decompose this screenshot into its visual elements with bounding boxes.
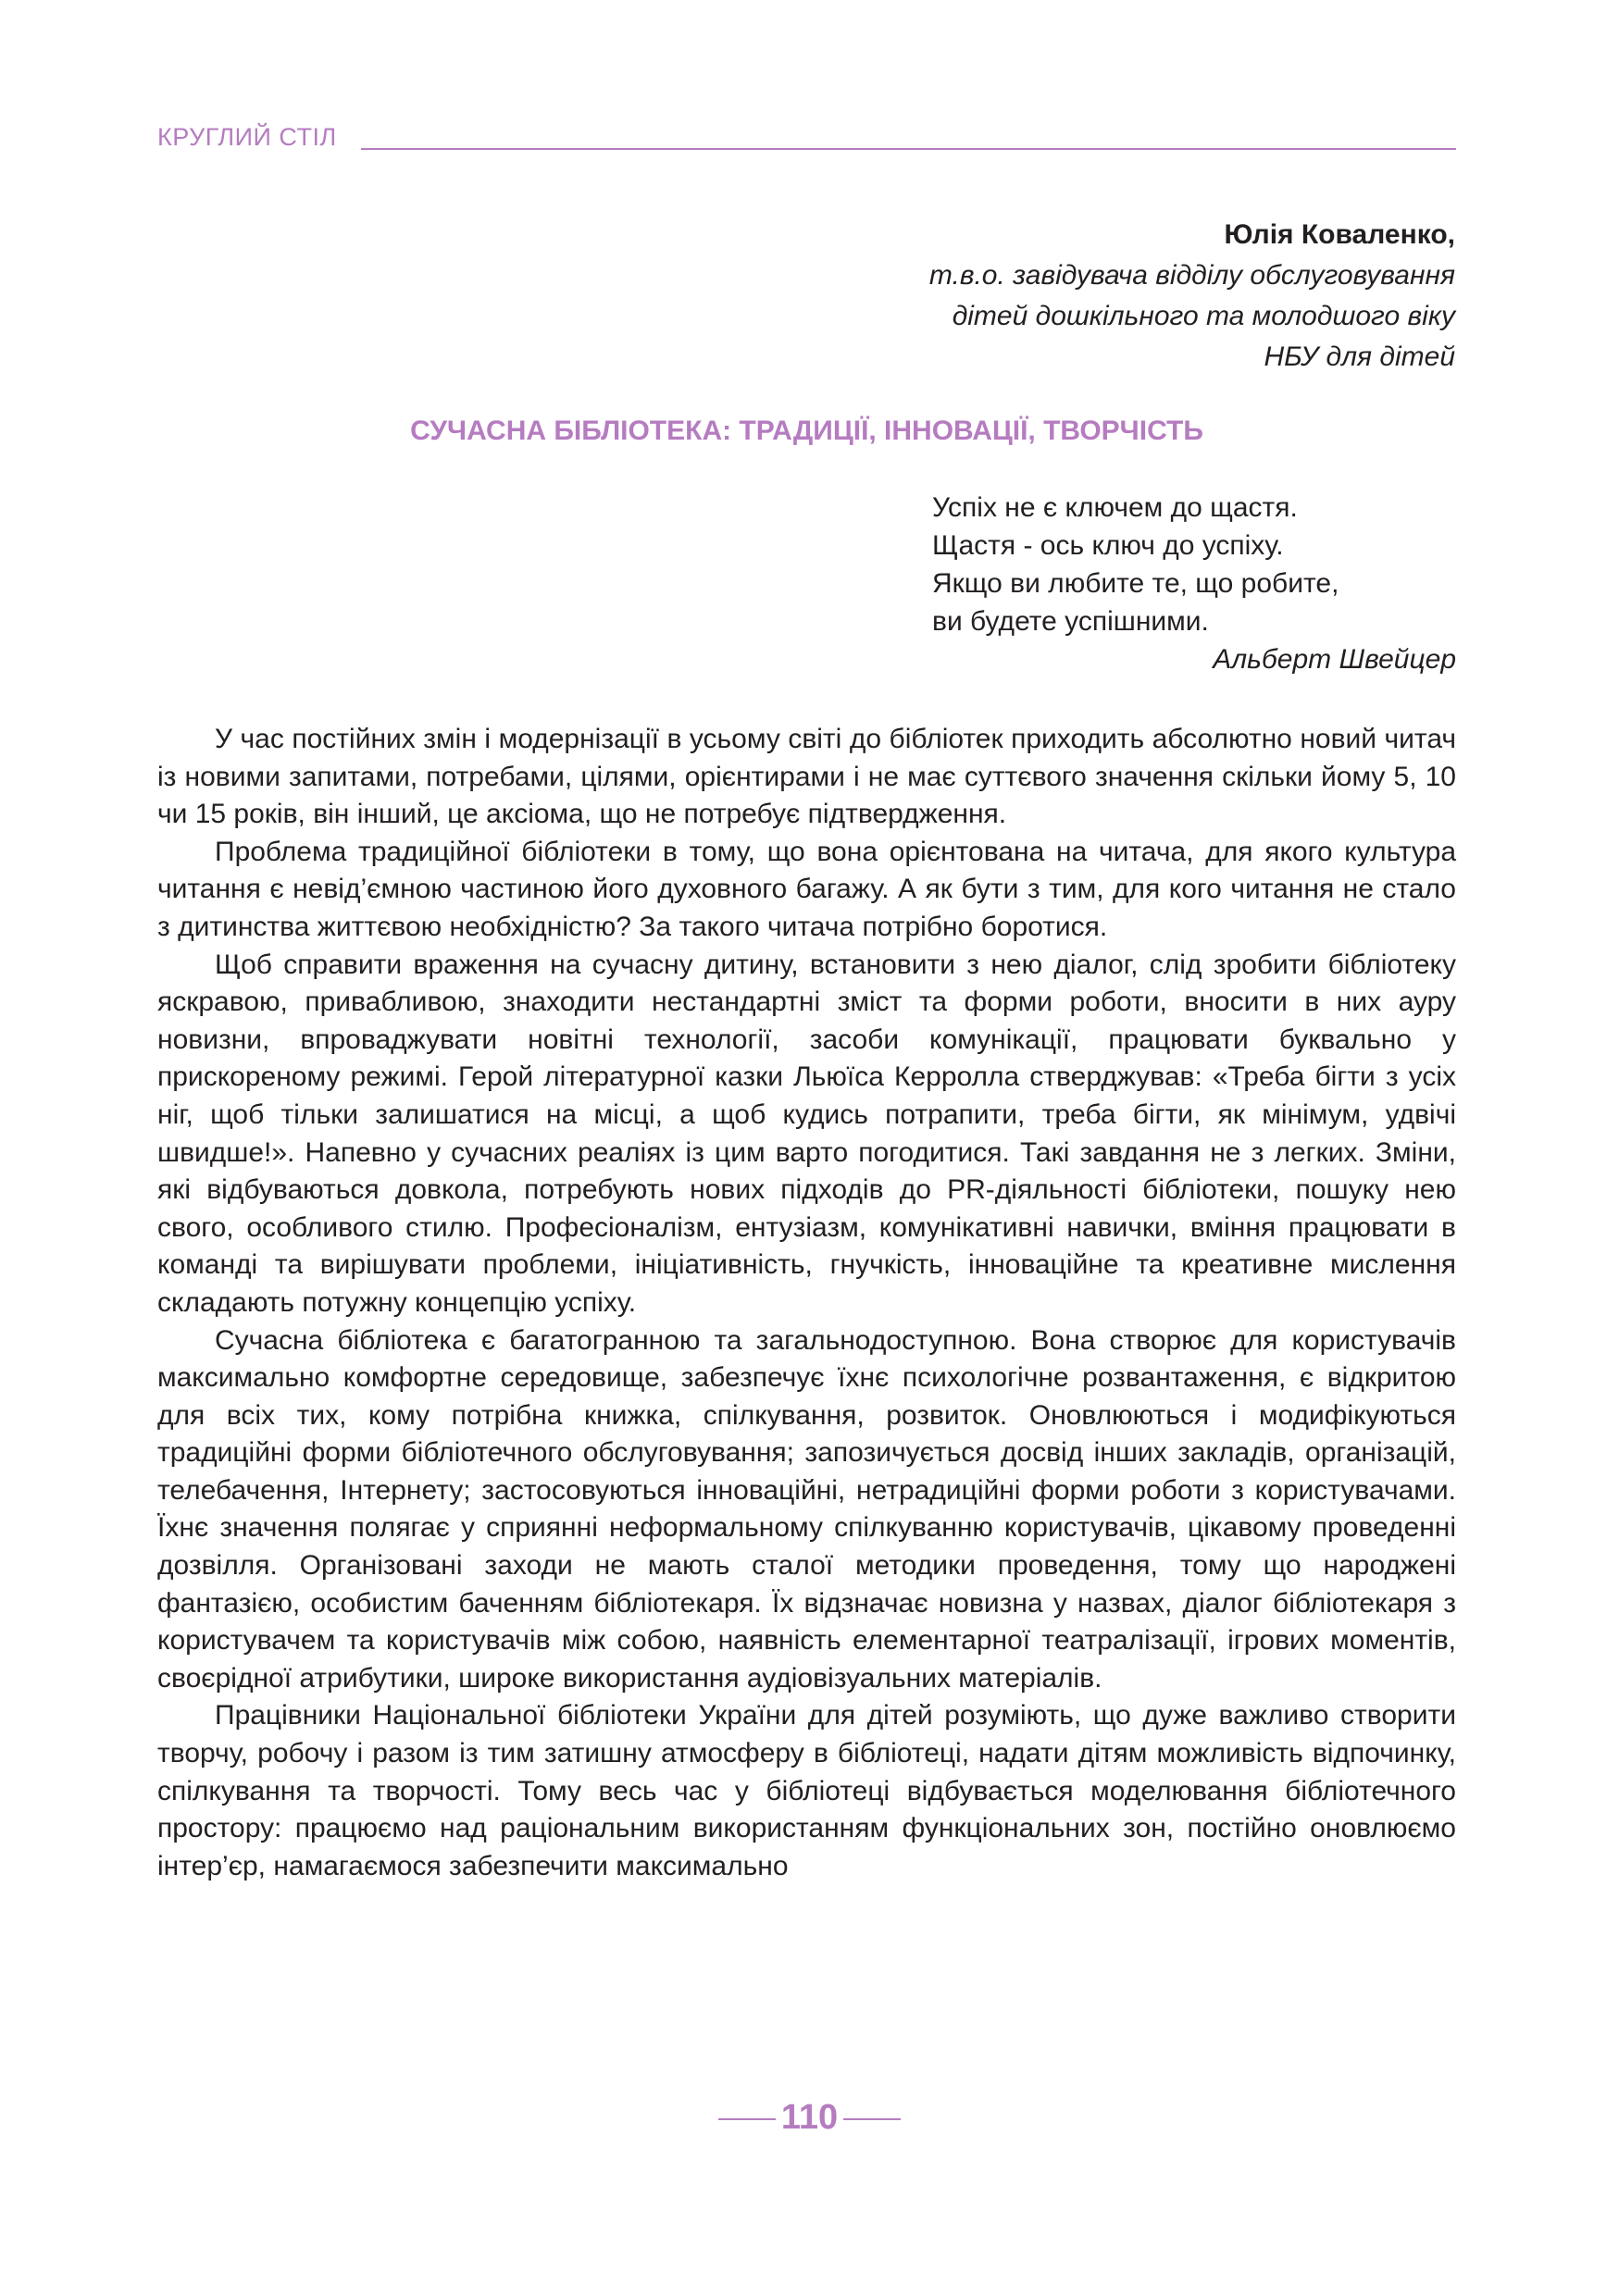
body-paragraph: У час постійних змін і модернізації в усьому світі до бібліотек приходить абсолютно новий читач із новими запитами, потребами, цілями, орієнтирами і не має суттєвого значення скільки йому 5, 10 чи 15 років, він інший, це аксіома, що не потребує підтвердження. <box>157 724 1456 830</box>
body-paragraph: Сучасна бібліотека є багатогранною та загальнодоступною. Вона створює для користувачів максимально комфортне середовище, забезпечує їхнє психологічне розвантаження, є відкритою для всіх тих, кому потрібна книжка, спілкування, розвиток. Оновлюються і модифікуються традиційні форми бібліотечного обслуговування; запозичується досвід інших закладів, організацій, телебачення, Інтернету; застосовуються інноваційні, нетрадиційні форми роботи з користувачами. Їхнє значення полягає у сприянні неформальному спілкуванню користувачів, цікавому проведенні дозвілля. Організовані заходи не мають сталої методики проведення, тому що народжені фантазією, особистим баченням бібліотекаря. Їх відзначає новизна у назвах, діалог бібліотекаря з користувачем та користувачів між собою, наявність елементарної театралізації, ігрових моментів, своєрідної атрибутики, широке використання аудіовізуальних матеріалів. <box>157 1324 1456 1694</box>
epigraph-author: Альберт Швейцер <box>1213 644 1456 675</box>
body-paragraph: Працівники Національної бібліотеки України для дітей розуміють, що дуже важливо створити творчу, робочу і разом із тим затишну атмосферу в бібліотеці, надати дітям можливість відпочинку, спілкування та творчості. Тому весь час у бібліотеці відбувається моделювання бібліотечного простору: працюємо над раціональним використанням функціональних зон, постійно оновлюємо інтер’єр, намагаємося забезпечити максимально <box>157 1700 1456 1881</box>
page-number-block <box>0 2097 1619 2138</box>
epigraph <box>932 489 1456 678</box>
epigraph-line: Успіх не є ключем до щастя. <box>932 492 1298 523</box>
author-position-line: дітей дошкільного та молодшого віку <box>952 301 1455 331</box>
epigraph-line: Щастя - ось ключ до успіху. <box>932 530 1284 561</box>
epigraph-line: Якщо ви любите те, що робите, <box>932 568 1339 599</box>
article-title: СУЧАСНА БІБЛІОТЕКА: ТРАДИЦІЇ, ІННОВАЦІЇ, ТВОРЧІСТЬ <box>410 416 1203 446</box>
author-block <box>622 215 1455 378</box>
author-position-line: НБУ для дітей <box>1264 341 1455 372</box>
body-paragraph: Проблема традиційної бібліотеки в тому, що вона орієнтована на читача, для якого культура читання є невід’ємною частиною його духовного багажу. А як бути з тим, для кого читання не стало з дитинства життєвою необхідністю? За такого читача потрібно боротися. <box>157 836 1456 942</box>
article-body <box>157 721 1456 1885</box>
page-number-dash <box>718 2118 776 2120</box>
section-label: КРУГЛИЙ СТІЛ <box>157 123 337 151</box>
header-rule <box>361 148 1456 150</box>
author-position-line: т.в.о. завідувача відділу обслуговування <box>928 260 1455 291</box>
page-number: 110 <box>780 2098 839 2137</box>
epigraph-line: ви будете успішними. <box>932 606 1209 637</box>
body-paragraph: Щоб справити враження на сучасну дитину, встановити з нею діалог, слід зробити бібліотеку яскравою, привабливою, знаходити нестандартні зміст та форми роботи, вносити в них ауру новизни, впроваджувати новітні технології, засоби комунікації, працювати буквально у прискореному режимі. Герой літературної казки Льюїса Керролла стверджував: «Треба бігти з усіх ніг, щоб тільки залишатися на місці, а щоб кудись потрапити, треба бігти, як мінімум, удвічі швидше!». Напевно у сучасних реаліях із цим варто погодитися. Такі завдання не з легких. Зміни, які відбуваються довкола, потребують нових підходів до PR-діяльності бібліотеки, пошуку нею свого, особливого стилю. Професіоналізм, ентузіазм, комунікативні навички, вміння працювати в команді та вирішувати проблеми, ініціативність, гнучкість, інноваційне та креативне мислення складають потужну концепцію успіху. <box>157 949 1456 1318</box>
page-number-dash <box>843 2118 901 2120</box>
running-head <box>157 121 1456 153</box>
author-name: Юлія Коваленко, <box>1224 219 1455 250</box>
